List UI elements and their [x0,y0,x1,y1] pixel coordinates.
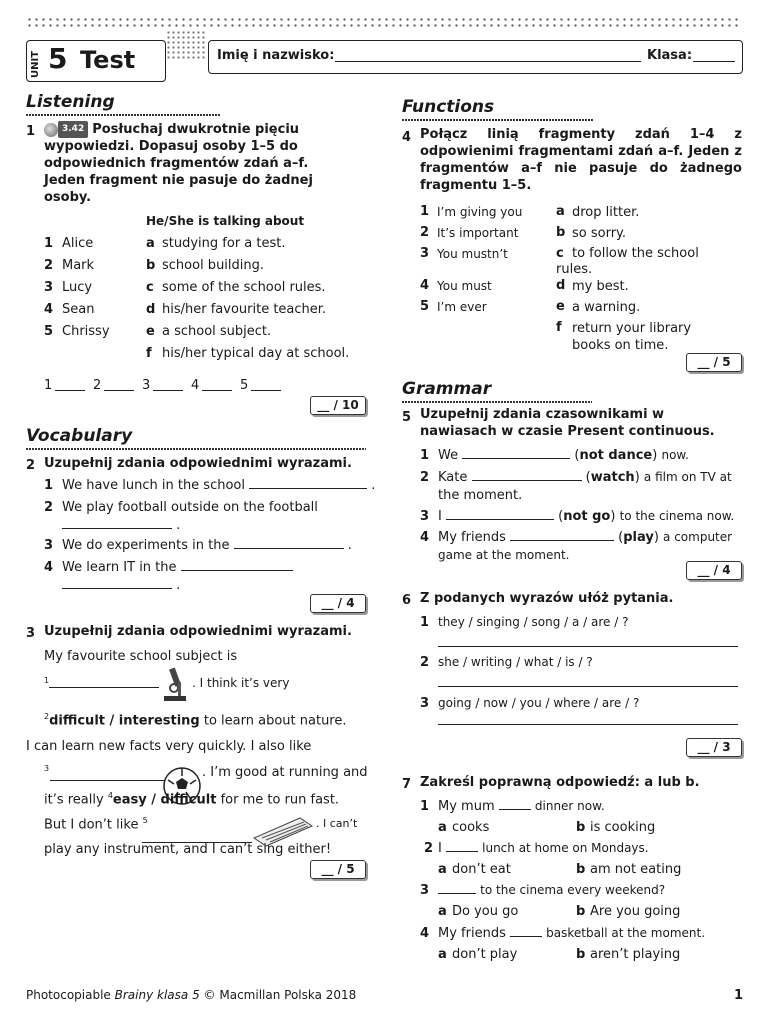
grammar-title: Grammar [402,379,492,399]
q7-item-text [438,841,649,856]
vocabulary-title: Vocabulary [26,426,133,446]
name-field[interactable] [335,47,641,62]
q7-option-a-letter: a [438,947,447,962]
q1-answer-blank[interactable] [202,390,232,391]
q1-score: __ / 10 [310,396,366,415]
q3-line-1: My favourite school subject is [44,649,238,664]
q4-right-letter: e [556,299,565,314]
q2-item-4-cont: . [62,578,180,593]
unit-number: 5 [48,42,68,75]
q1-option-letter: f [146,346,152,361]
q3-line-5-text: . I’m good at running and [202,765,368,780]
header-dots-top [26,18,742,21]
q2-blank-4b[interactable] [62,588,172,589]
q7-item-num: 2 [424,841,434,856]
unit-label: UNIT [30,50,41,78]
track-badge: 3.42 [58,121,88,138]
q7-item-blank[interactable] [438,893,476,894]
q7-option-a[interactable]: don’t play [452,947,518,962]
q5-item-4: My friends (play) a computer [438,530,733,545]
q2-number: 2 [26,458,36,473]
q1-person-name: Chrissy [62,324,110,339]
q7-option-a[interactable]: don’t eat [452,862,511,877]
q4-score: __ / 5 [686,353,742,372]
q4-right-letter: d [556,278,566,293]
q2-item-1: We have lunch in the school . [62,478,376,493]
q1-option-text: a school subject. [162,324,272,339]
q5-item-1-num: 1 [420,448,430,463]
q5-instruction: Uzupełnij zdania czasownikami w nawiasach w czasie Present continuous. [420,407,715,439]
q7-item-blank[interactable] [499,809,531,810]
q7-item-num: 1 [420,799,430,814]
functions-title: Functions [402,97,495,117]
q6-answer-3[interactable] [438,724,738,725]
page-number: 1 [734,988,744,1003]
q3-line-4: I can learn new facts very quickly. I also like [26,739,312,754]
q5-item-2-num: 2 [420,470,430,485]
q7-option-b-letter: b [576,820,586,835]
q2-blank-4a[interactable] [181,570,293,571]
q4-right-letter: a [556,204,565,219]
q4-left-text[interactable]: It’s important [437,226,519,240]
q7-option-b-letter: b [576,904,586,919]
listening-rule [26,114,220,116]
class-label: Klasa: [647,48,693,63]
q7-item-num: 3 [420,883,430,898]
q3-instruction: Uzupełnij zdania odpowiednimi wyrazami. [44,624,352,639]
q5-item-2: Kate (watch) a film on TV at [438,470,732,485]
q4-left-num: 4 [420,278,430,293]
header-dots-bottom [26,24,742,27]
q3-option-2[interactable]: difficult / interesting [49,713,200,729]
q7-item-blank[interactable] [446,851,478,852]
q1-option-text: his/her typical day at school. [162,346,350,361]
q7-option-a-letter: a [438,820,447,835]
q1-person-num: 1 [44,236,54,251]
q4-right-text[interactable]: so sorry. [572,226,627,241]
q3-score: __ / 5 [310,860,366,879]
q4-left-text[interactable]: I’m ever [437,300,487,314]
q1-answer-num: 5 [240,378,249,393]
q4-right-text[interactable]: a warning. [572,300,641,315]
q1-answer-blank[interactable] [153,390,183,391]
q6-answer-1[interactable] [438,646,738,647]
q7-option-b[interactable]: aren’t playing [590,947,681,962]
q5-item-1: We (not dance) now. [438,448,689,463]
q3-line-5: 3 [44,764,50,773]
q7-option-a-letter: a [438,862,447,877]
q2-item-2-num: 2 [44,500,54,515]
q1-option-letter: d [146,302,156,317]
q5-blank-3[interactable] [446,519,554,520]
name-box [208,40,743,74]
q5-item-4-cont: game at the moment. [438,548,570,562]
q3-blank-1[interactable] [49,687,159,688]
q7-item-post: dinner now. [534,799,605,813]
q4-right-letter: b [556,225,566,240]
test-label: Test [80,46,136,74]
q5-item-4-num: 4 [420,530,430,545]
q1-person-name: Sean [62,302,95,317]
grammar-rule [402,401,592,403]
q7-item-num: 4 [420,926,430,941]
q5-score: __ / 4 [686,561,742,580]
q7-option-a[interactable]: Do you go [452,904,519,919]
q1-person-num: 5 [44,324,54,339]
q7-option-b[interactable]: is cooking [590,820,656,835]
q3-blank-3[interactable] [50,780,168,781]
q3-number: 3 [26,626,36,641]
q6-item-2: she / writing / what / is / ? [438,655,593,669]
q2-item-2-text: We play football outside on the football [62,500,318,515]
q1-answer-blank[interactable] [251,390,281,391]
q1-option-text: school building. [162,258,265,273]
q1-answer-num: 4 [191,378,200,393]
listening-title: Listening [26,92,115,112]
q3-line-7-text: . I can’t [316,817,358,830]
q5-number: 5 [402,410,412,425]
q2-item-1-num: 1 [44,478,54,493]
q7-option-b-letter: b [576,947,586,962]
q7-item-post: lunch at home on Mondays. [482,841,649,855]
q1-answer-num: 1 [44,378,53,393]
q6-instruction: Z podanych wyrazów ułóż pytania. [420,591,674,606]
q2-item-4: We learn IT in the [62,560,293,575]
q7-instruction: Zakreśl poprawną odpowiedź: a lub b. [420,775,700,790]
q1-person-num: 4 [44,302,54,317]
q4-left-num: 3 [420,246,430,261]
q3-option-4[interactable]: easy / difficult [112,792,217,808]
q1-option-letter: c [146,280,154,295]
q7-option-a[interactable]: cooks [452,820,490,835]
q2-item-3-num: 3 [44,538,54,553]
q7-item-pre: My friends [438,926,506,941]
q1-option-text: his/her favourite teacher. [162,302,327,317]
q4-right-letter: f [556,320,562,335]
q1-instruction [44,121,314,206]
q1-answer-num: 3 [142,378,151,393]
q1-answer-blank[interactable] [104,390,134,391]
q2-item-3: We do experiments in the . [62,538,352,553]
q2-item-2-cont: . [62,518,180,533]
q7-option-b-letter: b [576,862,586,877]
q2-score: __ / 4 [310,594,366,613]
q4-right-text[interactable]: return your library books on time. [572,321,692,353]
q7-option-b[interactable]: am not eating [590,862,682,877]
q1-person-name: Lucy [62,280,93,295]
q7-item-pre: My mum [438,799,495,814]
q4-right-text[interactable]: to follow the school rules. [556,246,699,277]
q1-person-num: 2 [44,258,54,273]
q1-answer-num: 2 [93,378,102,393]
q3-line-6: it’s really $^4$easy / difficult for me to run fast. [44,791,340,808]
q4-right-text[interactable]: my best. [572,279,629,294]
q5-blank-2[interactable] [472,480,582,481]
q1-person-name: Mark [62,258,95,273]
vocabulary-rule [26,448,366,450]
q1-instruction-text: Posłuchaj dwukrotnie pięciu wypowiedzi. Dopasuj osoby 1–5 do odpowiednich fragmentów zdań a–f. Jeden fragment nie pasuje do żadnej osoby. [44,122,313,205]
q1-person-name: Alice [62,236,94,251]
functions-rule [402,119,594,121]
q2-item-4-num: 4 [44,560,54,575]
q4-left-text[interactable]: You mustn’t [437,247,508,261]
q6-score: __ / 3 [686,738,742,757]
q6-answer-2[interactable] [438,686,738,687]
q1-person-num: 3 [44,280,54,295]
q7-item-text [438,926,705,941]
q4-left-num: 1 [420,204,430,219]
header-dots-block [166,30,206,60]
q3-line-8: play any instrument, and I can’t sing either! [44,842,332,857]
q7-item-text [438,799,605,814]
footer-copyright: Photocopiable Brainy klasa 5 © Macmillan Polska 2018 [26,988,357,1002]
q4-left-text[interactable]: You must [437,279,492,293]
q7-item-pre: I [438,841,442,856]
q7-item-blank[interactable] [510,936,542,937]
q1-column-header: He/She is talking about [146,214,305,228]
q7-number: 7 [402,777,412,792]
q6-item-3-num: 3 [420,696,430,711]
q2-blank-3[interactable] [234,548,344,549]
q4-right-text[interactable]: drop litter. [572,205,640,220]
q1-option-letter: e [146,324,155,339]
q3-line-2: 1 [44,676,159,692]
q4-left-num: 5 [420,299,430,314]
q5-item-2-cont: the moment. [438,488,523,503]
q4-number: 4 [402,130,412,145]
q7-item-post: basketball at the moment. [546,926,706,940]
q1-option-text: some of the school rules. [162,280,326,295]
q6-item-1: they / singing / song / a / are / ? [438,615,629,629]
q6-number: 6 [402,593,412,608]
q4-right-letter: c [556,246,564,261]
q6-item-2-num: 2 [420,655,430,670]
q5-blank-1[interactable] [462,458,570,459]
q2-blank-1[interactable] [249,488,367,489]
q2-blank-2[interactable] [62,528,172,529]
q2-instruction: Uzupełnij zdania odpowiednimi wyrazami. [44,456,352,471]
q3-line-7: But I don’t like $^5$ [44,816,148,833]
audio-icon [44,123,58,137]
q3-line-2-text: . I think it’s very [192,676,290,690]
q1-option-text: studying for a test. [162,236,286,251]
microscope-icon [160,664,190,704]
q1-answer-blank[interactable] [55,390,85,391]
q5-blank-4[interactable] [510,540,614,541]
q7-option-b[interactable]: Are you going [590,904,681,919]
q1-option-letter: b [146,258,156,273]
class-field[interactable] [693,47,735,62]
name-label: Imię i nazwisko: [217,48,335,63]
q6-item-1-num: 1 [420,615,430,630]
q4-instruction: Połącz linią fragmenty zdań 1–4 z odpowienimi fragmentami zdań a–f. Jeden z fragmentów a–f nie pasuje do żadnego fragmentu 1–5. [420,127,742,193]
q7-option-a-letter: a [438,904,447,919]
q1-option-letter: a [146,236,155,251]
q7-item-text [438,883,665,898]
q3-line-3: $^2$difficult / interesting to learn about nature. [44,712,347,729]
q5-item-3: I (not go) to the cinema now. [438,509,735,524]
q7-item-post: to the cinema every weekend? [480,883,666,897]
q4-left-text[interactable]: I’m giving you [437,205,523,219]
q6-item-3: going / now / you / where / are / ? [438,696,640,710]
q4-left-num: 2 [420,225,430,240]
q1-number: 1 [26,124,36,139]
q5-item-3-num: 3 [420,509,430,524]
